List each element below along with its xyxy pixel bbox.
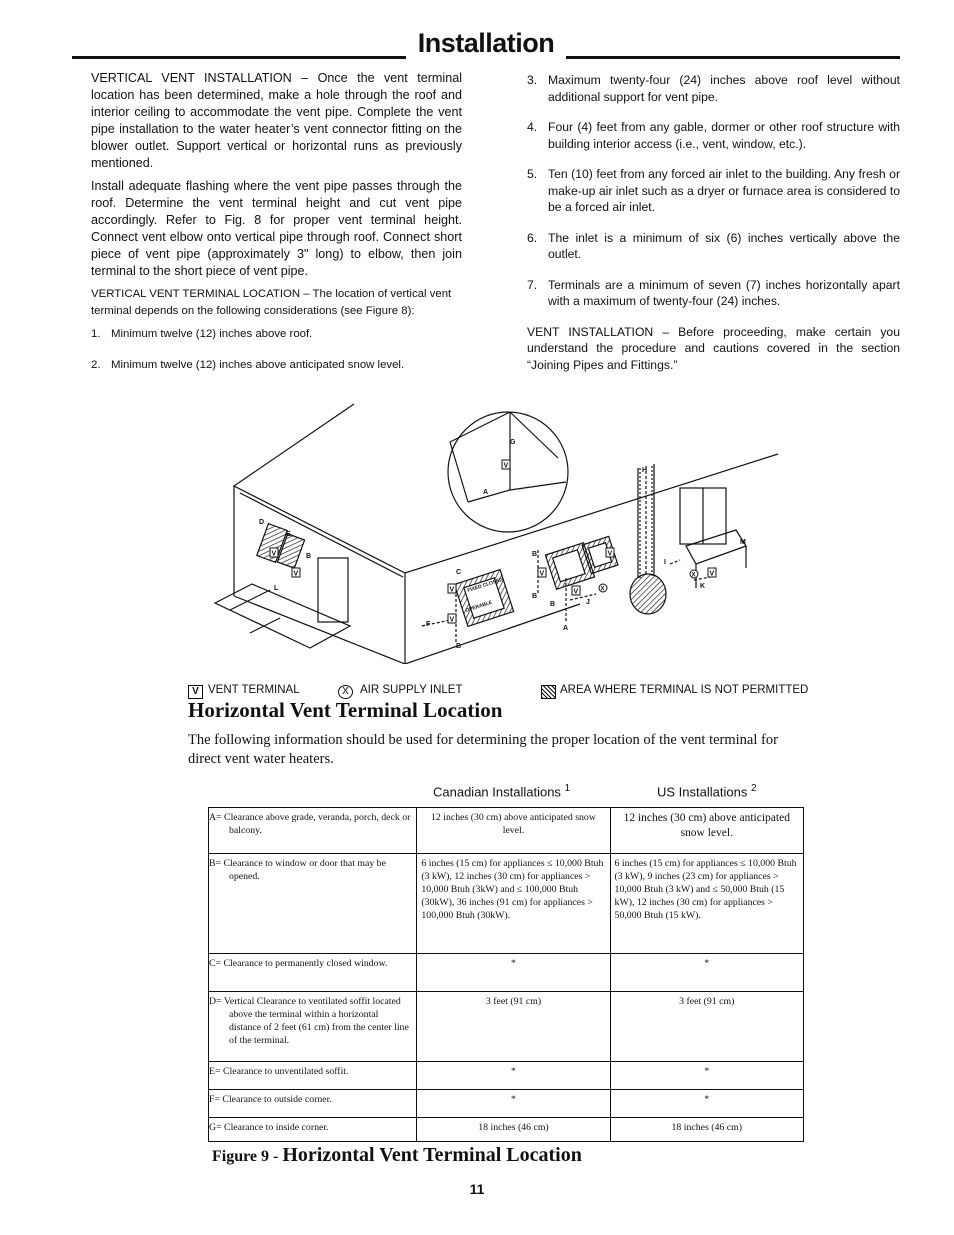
dimension-label-l: L <box>274 585 279 592</box>
vent-terminal-marker <box>292 568 300 578</box>
dimension-label-h: H <box>642 467 648 474</box>
table-row: B= Clearance to window or door that may be opened. 6 inches (15 cm) for appliances ≤ 10,000 Btuh (3 kW), 12 inches (30 cm) for appliances > 10,000 Btuh (3kW) and ≤ 100,000 Btuh (30kW), 36 inches (91 cm) for appliances > 100,000 Btuh (30kW). 6 inches (15 cm) for appliances ≤ 10,000 Btuh (3 kW), 9 inches (23 cm) for appliances > 10,000 Btuh (3 kW) and ≤ 50,000 Btuh (15 kW), 12 inches (30 cm) for appliances > 50,000 Btuh (15 kW). <box>209 854 804 954</box>
vent-terminal-legend-icon: V <box>188 685 203 699</box>
dimension-label-b: B <box>532 593 538 600</box>
dimension-label-f: F <box>426 621 431 628</box>
dimension-label-c: C <box>456 569 462 576</box>
list-item: 2. Minimum twelve (12) inches above anticipated snow level. <box>91 359 405 371</box>
list-item: 7. Terminals are a minimum of seven (7) inches horizontally apart with a maximum of twenty-four (24) inches. <box>527 277 900 308</box>
dimension-label-b: B <box>456 643 462 650</box>
svg-text:V: V <box>449 616 455 624</box>
figure-caption: Figure 9 - Horizontal Vent Terminal Location <box>212 1144 582 1166</box>
air-supply-inlet-legend-icon: X <box>338 685 353 699</box>
dimension-label-b: B <box>550 601 556 608</box>
list-item: 3. Maximum twenty-four (24) inches above roof level without additional support for vent pipe. <box>527 73 900 104</box>
dimension-label-e: E <box>286 531 291 538</box>
vent-terminal-marker <box>270 548 278 558</box>
left-column <box>91 70 462 374</box>
dimension-label-m: M <box>740 539 746 546</box>
svg-text:X: X <box>600 586 605 593</box>
table-row: D= Vertical Clearance to ventilated soffit located above the terminal within a horizontal distance of 2 feet (61 cm) from the center line of the terminal. 3 feet (91 cm) 3 feet (91 cm) <box>209 992 804 1062</box>
table-row: F= Clearance to outside corner. * * <box>209 1090 804 1118</box>
vent-installation-paragraph: VENT INSTALLATION – Before proceeding, make certain you understand the procedure and cautions covered in the section “Joining Pipes and Fittings.” <box>527 324 900 372</box>
svg-text:V: V <box>539 570 545 578</box>
considerations-list-left <box>91 326 462 374</box>
clearance-table <box>208 807 804 1142</box>
operable-label: OPERABLE <box>464 599 494 614</box>
legend-air-supply: AIR SUPPLY INLET <box>360 684 463 696</box>
svg-text:V: V <box>503 462 509 470</box>
table-row: G= Clearance to inside corner. 18 inches (46 cm) 18 inches (46 cm) <box>209 1118 804 1142</box>
vertical-terminal-location-paragraph: VERTICAL VENT TERMINAL LOCATION – The location of vertical vent terminal depends on the following considerations (see Figure 8): <box>91 288 452 317</box>
legend-not-permitted: AREA WHERE TERMINAL IS NOT PERMITTED <box>560 684 809 696</box>
dimension-label-g: G <box>510 439 516 446</box>
svg-text:V: V <box>573 588 579 596</box>
section-title: Horizontal Vent Terminal Location <box>188 698 503 722</box>
vent-terminal-marker <box>538 568 546 578</box>
svg-text:V: V <box>449 586 455 594</box>
us-column-header: US Installations $^2$ <box>657 783 757 800</box>
air-supply-inlet-marker <box>690 570 698 579</box>
vent-terminal-marker <box>502 460 510 470</box>
svg-text:V: V <box>271 550 277 558</box>
header-rule-left <box>72 56 406 59</box>
fixed-closed-label: FIXED CLOSED <box>466 576 504 594</box>
vent-terminal-marker <box>606 548 614 558</box>
flashing-paragraph: Install adequate flashing where the vent pipe passes through the roof. Determine the vent terminal height and cut vent pipe accordingly. Refer to Fig. 8 for proper vent terminal height. Connect vent elbow onto vertical pipe through roof. Connect short piece of vent pipe (approximately 3" long) to elbow, then join terminal to the short piece of vent pipe. <box>91 179 462 278</box>
dimension-label-b: B <box>306 553 312 560</box>
dimension-label-i: I <box>664 559 666 566</box>
list-item: 6. The inlet is a minimum of six (6) inches vertically above the outlet. <box>527 230 900 261</box>
table-row: A= Clearance above grade, veranda, porch, deck or balcony. 12 inches (30 cm) above anticipated snow level. 12 inches (30 cm) above anticipated snow level. <box>209 808 804 854</box>
svg-text:V: V <box>709 570 715 578</box>
intro-paragraph: The following information should be used for determining the proper location of the vent terminal for direct vent water heaters. <box>188 732 778 767</box>
right-column <box>527 72 900 373</box>
dimension-label-b: B <box>532 551 538 558</box>
dimension-label-d: D <box>259 519 265 526</box>
page-title: Installation <box>417 28 555 58</box>
svg-text:V: V <box>607 550 613 558</box>
table-row: E= Clearance to unventilated soffit. * * <box>209 1062 804 1090</box>
canadian-column-header: Canadian Installations $^1$ <box>433 783 571 800</box>
dimension-label-a: A <box>563 625 569 632</box>
vertical-vent-installation-paragraph: VERTICAL VENT INSTALLATION – Once the vent terminal location has been determined, make a hole through the roof and interior ceiling to accommodate the vent pipe. Complete the vent pipe installation to the water heater’s vent connector fitting on the blower outlet. Support vertical or horizontal runs as previously mentioned. <box>91 71 462 170</box>
svg-text:X: X <box>691 572 696 579</box>
dimension-label-a: A <box>483 489 489 496</box>
list-item: 5. Ten (10) feet from any forced air inlet to the building. Any fresh or make-up air inlet such as a dryer or furnace area is considered to be a forced air inlet. <box>527 167 900 214</box>
table-row: C= Clearance to permanently closed window. * * <box>209 954 804 992</box>
page-number: 11 <box>469 1181 485 1197</box>
svg-text:V: V <box>293 570 299 578</box>
house-diagram <box>210 398 792 664</box>
not-permitted-legend-icon <box>541 685 556 699</box>
page-header <box>72 28 900 62</box>
vent-terminal-marker <box>572 586 580 596</box>
air-supply-inlet-marker <box>599 584 607 593</box>
list-item: 4. Four (4) feet from any gable, dormer or other roof structure with building interior access (i.e., vent, window, etc.). <box>527 120 900 151</box>
vent-terminal-marker <box>448 584 456 594</box>
dimension-label-j: J <box>586 599 590 606</box>
vent-terminal-marker <box>708 568 716 578</box>
vent-terminal-marker <box>448 614 456 624</box>
header-rule-right <box>566 56 900 59</box>
legend-vent-terminal: VENT TERMINAL <box>208 684 300 696</box>
list-item: 1. Minimum twelve (12) inches above roof. <box>91 328 313 340</box>
house-illustration <box>210 398 792 664</box>
dimension-label-k: K <box>700 583 706 590</box>
